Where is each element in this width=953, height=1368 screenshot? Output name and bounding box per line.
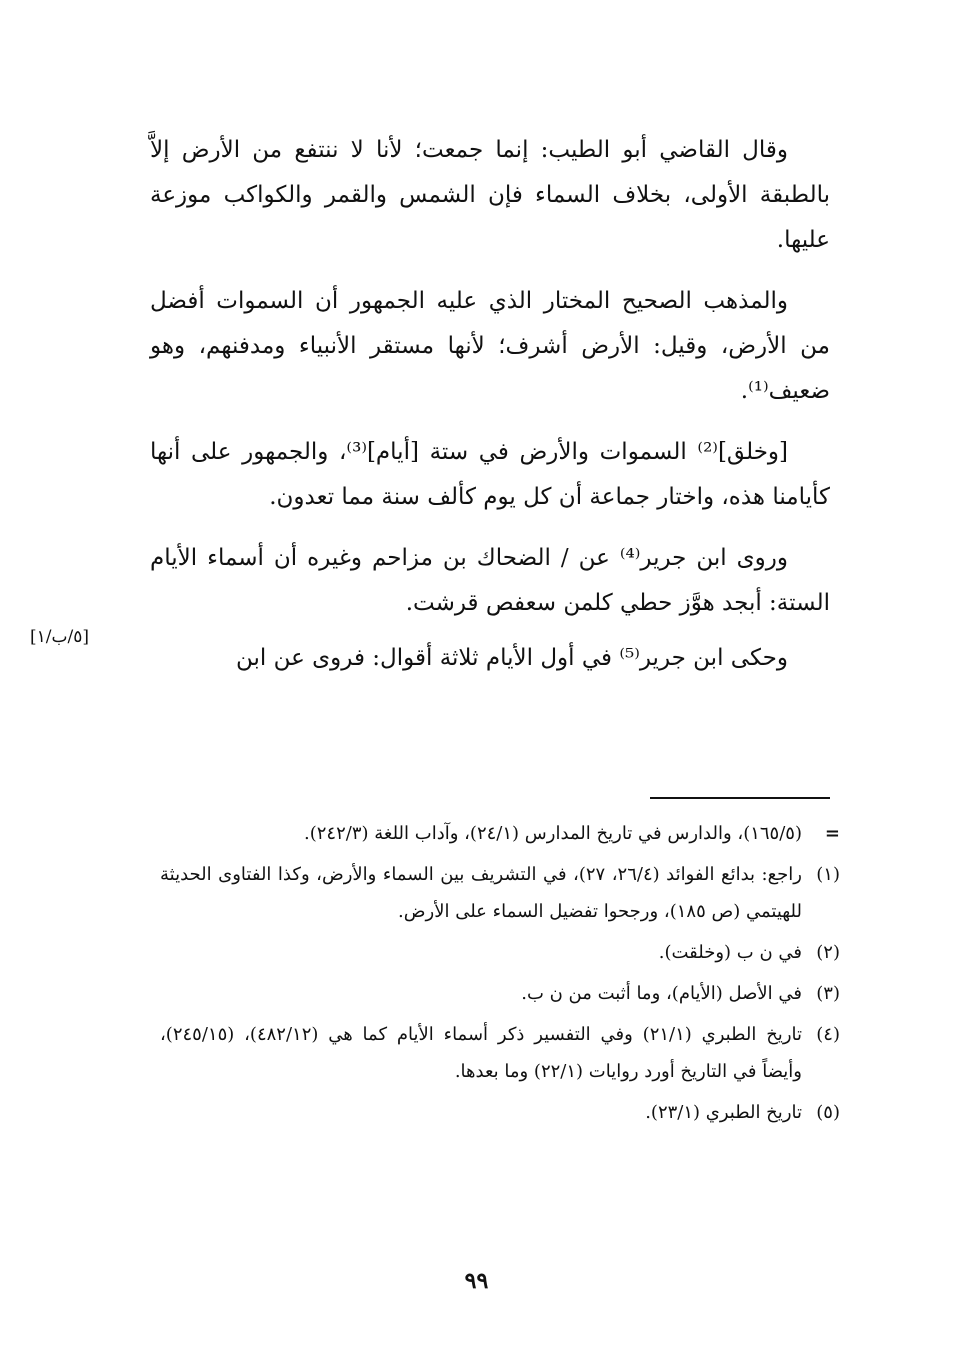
footnote-text: في ن ب (وخلقت).	[658, 942, 802, 963]
paragraph: وحكى ابن جرير⁽⁵⁾ في أول الأيام ثلاثة أقوال: فروى عن ابن	[236, 645, 788, 671]
footnote-text: تاريخ الطبري (٢١/١) وفي التفسير ذكر أسماء الأيام كما هي (٤٨٢/١٢)، (٢٤٥/١٥)، وأيضاً في التاريخ أورد روايات (٢٢/١) وما بعدها.	[160, 1024, 803, 1082]
paragraph: وروى ابن جرير⁽⁴⁾ عن / الضحاك بن مزاحم وغيره أن أسماء الأيام الستة: أبجد هوَّز حطي كلمن سعفص قرشت.	[150, 545, 830, 616]
footnote-divider	[650, 797, 830, 799]
page-number: ٩٩	[464, 1268, 489, 1294]
footnote-marker: (٣)	[816, 983, 840, 1004]
footnotes	[160, 815, 840, 1135]
footnote-text: راجع: بدائع الفوائد (٢٦/٤، ٢٧)، في التشريف بين السماء والأرض، وكذا الفتاوى الحديثة للهيتمي (ص ١٨٥)، ورجحوا تفضيل السماء على الأرض.	[160, 864, 803, 922]
footnote-continuation	[160, 815, 840, 852]
footnote-marker: (٤)	[816, 1024, 840, 1045]
footnote-marker: (١)	[816, 864, 840, 885]
footnote-text: (١٦٥/٥)، والدارس في تاريخ المدارس (٢٤/١)، وآداب اللغة (٢٤٢/٣).	[304, 823, 802, 844]
paragraph: وقال القاضي أبو الطيب: إنما جمعت؛ لأنا لا ننتفع من الأرض إلاَّ بالطبقة الأولى، بخلاف السماء فإن الشمس والقمر والكواكب موزعة عليها.	[150, 137, 830, 253]
footnote	[160, 1094, 840, 1131]
paragraph: والمذهب الصحيح المختار الذي عليه الجمهور أن السموات أفضل من الأرض، وقيل: الأرض أشرف؛ لأنها مستقر الأنبياء ومدفنهم، وهو ضعيف⁽¹⁾.	[150, 288, 830, 404]
footnote-marker: (٢)	[816, 942, 840, 963]
paragraph: [وخلق]⁽²⁾ السموات والأرض في ستة [أيام]⁽³⁾، والجمهور على أنها كأيامنا هذه، واختار جماعة أن كل يوم كألف سنة مما تعدون.	[150, 439, 830, 510]
main-text	[150, 128, 830, 697]
footnote-text: في الأصل (الأيام)، وما أثبت من ن ب.	[521, 983, 802, 1004]
footnote	[160, 1016, 840, 1090]
footnote	[160, 856, 840, 930]
footnote	[160, 934, 840, 971]
footnote	[160, 975, 840, 1012]
footnote-text: تاريخ الطبري (٢٣/١).	[645, 1102, 802, 1123]
footnote-marker: (٥)	[816, 1102, 840, 1123]
footnote-marker: =	[824, 823, 840, 844]
manuscript-folio-reference: [٥/ب/١]	[30, 627, 90, 647]
